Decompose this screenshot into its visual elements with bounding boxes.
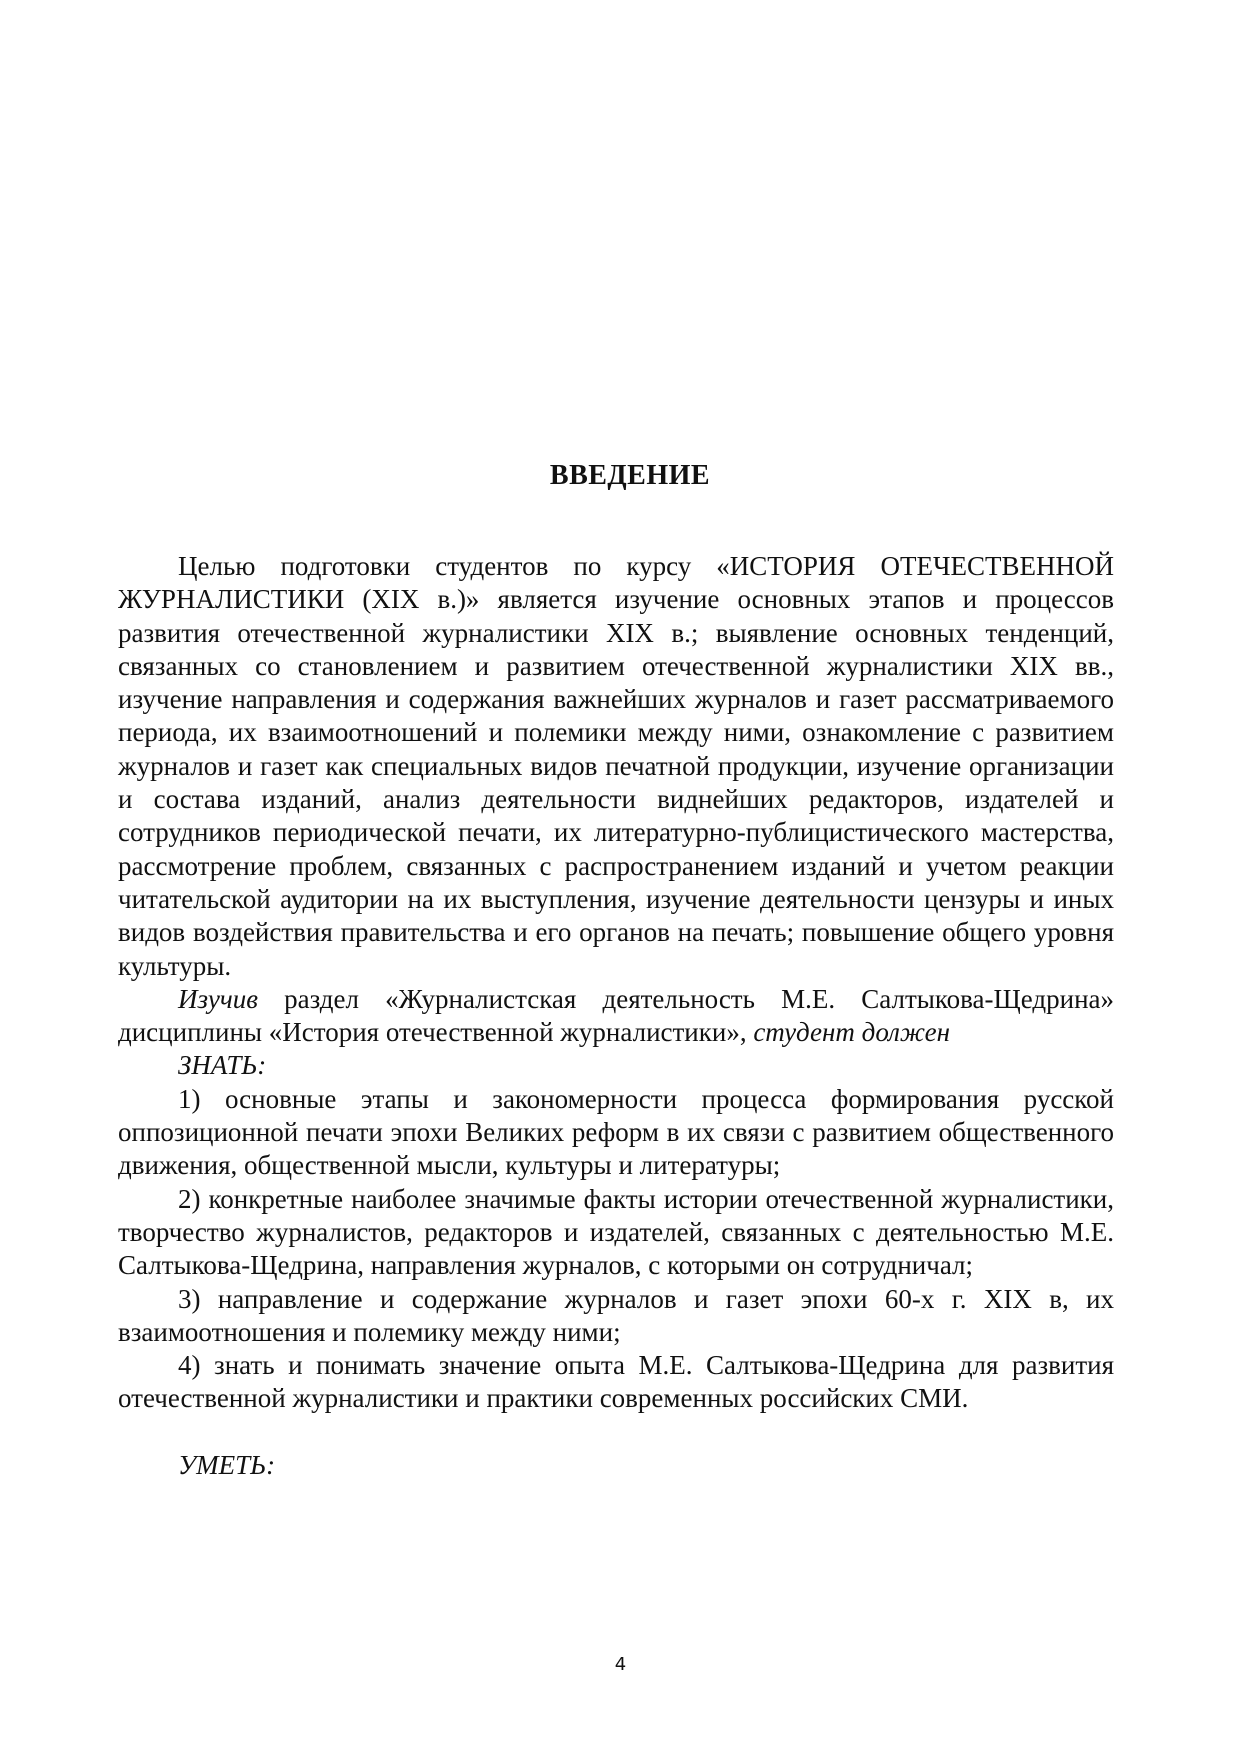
page-title: ВВЕДЕНИЕ — [549, 460, 711, 491]
know-label: ЗНАТЬ: — [178, 1050, 267, 1081]
body-text — [118, 550, 1114, 1482]
study-lead-italic: Изучив — [178, 983, 258, 1014]
page-number: 4 — [614, 1654, 627, 1675]
study-paragraph — [118, 983, 1114, 1050]
know-item-2: 2) конкретные наиболее значимые факты истории отечественной журналистики, творчество журналистов, редакторов и издателей, связанных с деятельностью М.Е. Салтыкова-Щедрина, направления журналов, с которыми он сотрудничал; — [118, 1183, 1114, 1281]
study-tail-italic: студент должен — [753, 1017, 951, 1048]
know-item-1: 1) основные этапы и закономерности процесса формирования русской оппозиционной печати эпохи Великих реформ в их связи с развитием общественного движения, общественной мысли, культуры и литературы; — [118, 1083, 1114, 1181]
know-item-3: 3) направление и содержание журналов и газет эпохи 60-х г. XIX в, их взаимоотношения и полемику между ними; — [118, 1283, 1114, 1347]
study-middle-text: раздел «Журналистская деятельность М.Е. Салтыкова-Щедрина» дисциплины «История отечественной журналистики», — [118, 983, 1114, 1048]
can-label: УМЕТЬ: — [178, 1449, 276, 1480]
intro-paragraph: Целью подготовки студентов по курсу «ИСТОРИЯ ОТЕЧЕСТВЕННОЙ ЖУРНАЛИСТИКИ (XIX в.)» является изучение основных этапов и процессов развития отечественной журналистики XIX в.; выявление основных тенденций, связанных со становлением и развитием отечественной журналистики XIX вв., изучение направления и содержания важнейших журналов и газет рассматриваемого периода, их взаимоотношений и полемики между ними, ознакомление с развитием журналов и газет как специальных видов печатной продукции, изучение организации и состава изданий, анализ деятельности виднейших редакторов, издателей и сотрудников периодической печати, их литературно-публицистического мастерства, рассмотрение проблем, связанных с распространением изданий и учетом реакции читательской аудитории на их выступления, изучение деятельности цензуры и иных видов воздействия правительства и его органов на печать; повышение общего уровня культуры. — [118, 551, 1114, 981]
know-item-4: 4) знать и понимать значение опыта М.Е. Салтыкова-Щедрина для развития отечественной журналистики и практики современных российских СМИ. — [118, 1350, 1114, 1414]
